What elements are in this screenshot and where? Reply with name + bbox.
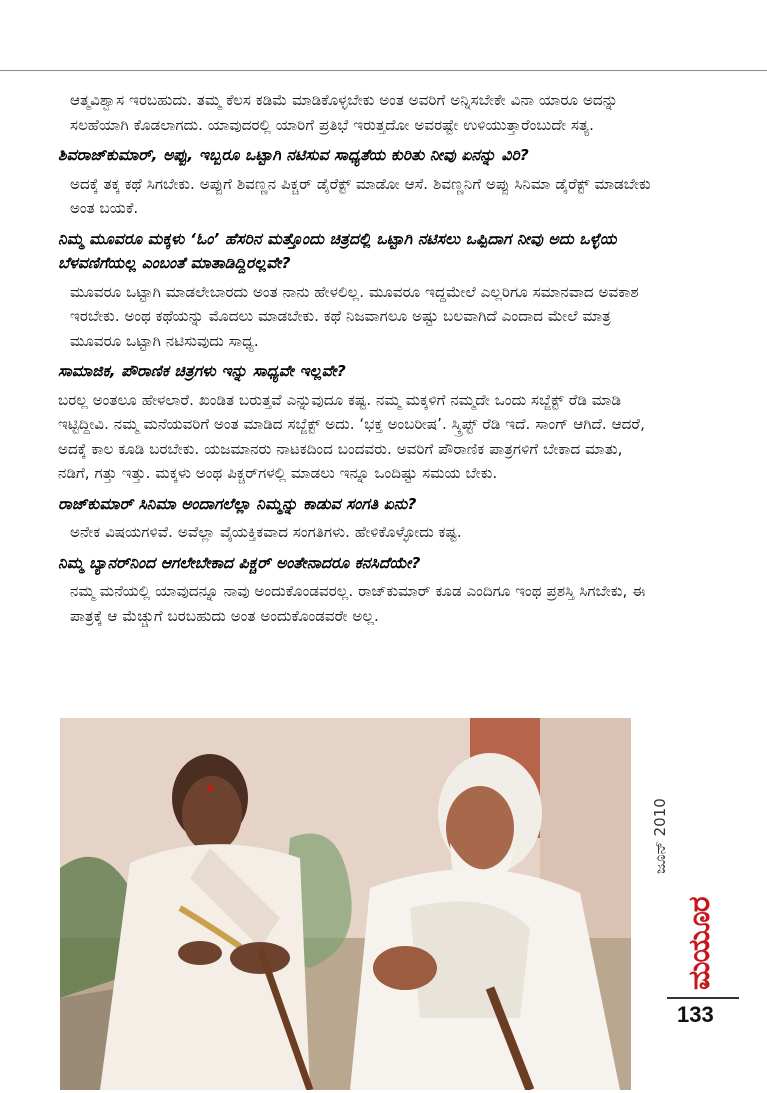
answer-3: ಬರಲ್ಲ ಅಂತಲೂ ಹೇಳಲಾರೆ. ಖಂಡಿತ ಬರುತ್ತವೆ ಎನ್ನುವುದೂ ಕಷ್ಟ. ನಮ್ಮ ಮಕ್ಕಳಿಗೆ ನಮ್ಮದೇ ಒಂದು ಸಬ್ಜೆಕ್ಟ್ ರೆಡಿ ಮಾಡಿ ಇಟ್ಟಿದ್ದೀವಿ. ನಮ್ಮ ಮನೆಯವರಿಗೆ ಅಂತ ಮಾಡಿದ ಸಬ್ಜೆಕ್ಟ್ ಅದು. ‘ಭಕ್ತ ಅಂಬರೀಷ’. ಸ್ಕ್ರಿಪ್ಟ್ ರೆಡಿ ಇದೆ. ಸಾಂಗ್ ಆಗಿದೆ. ಆದರೆ, ಅದಕ್ಕೆ ಕಾಲ ಕೂಡಿ ಬರಬೇಕು. ಯಜಮಾನರು ನಾಟಕದಿಂದ ಬಂದವರು. ಅವರಿಗೆ ಪೌರಾಣಿಕ ಪಾತ್ರಗಳಿಗೆ ಬೇಕಾದ ಮಾತು, ನಡಿಗೆ, ಗತ್ತು ಇತ್ತು. ಮಕ್ಕಳು ಅಂಥ ಪಿಕ್ಚರ್‌ಗಳಲ್ಲಿ ಮಾಡಲು ಇನ್ನೂ ಒಂದಿಷ್ಟು ಸಮಯ ಬೇಕು. [58,390,645,482]
question-5: ನಿಮ್ಮ ಬ್ಯಾನರ್‌ನಿಂದ ಆಗಲೇಬೇಕಾದ ಪಿಕ್ಚರ್ ಅಂತೇನಾದರೂ ಕನಸಿದೆಯೇ? [58,553,421,572]
photo-couple-seated [60,718,631,1090]
header-rule [0,70,767,71]
answer-2: ಮೂವರೂ ಒಟ್ಟಾಗಿ ಮಾಡಲೇಬಾರದು ಅಂತ ನಾನು ಹೇಳಲಿಲ್ಲ. ಮೂವರೂ ಇದ್ದಮೇಲೆ ಎಲ್ಲರಿಗೂ ಸಮಾನವಾದ ಅವಕಾಶ ಇರಬೇಕು. ಅಂಥ ಕಥೆಯನ್ನು ಮೊದಲು ಮಾಡಬೇಕು. ಕಥೆ ನಿಜವಾಗಲೂ ಅಷ್ಟು ಬಲವಾಗಿದೆ ಎಂದಾದ ಮೇಲೆ ಮಾತ್ರ ಮೂವರೂ ಒಟ್ಟಾಗಿ ನಟಿಸುವುದು ಸಾಧ್ಯ. [70,282,639,350]
magazine-masthead: ಮಯೂರ [682,897,717,990]
question-1: ಶಿವರಾಜ್‌ಕುಮಾರ್, ಅಪ್ಪು, ಇಬ್ಬರೂ ಒಟ್ಟಾಗಿ ನಟಿಸುವ ಸಾಧ್ಯತೆಯ ಕುರಿತು ನೀವು ಏನನ್ನು ವಿರಿ? [58,146,529,164]
issue-date: ಜೂನ್ 2010 [651,798,669,874]
article-body [58,88,658,628]
opening-answer: ಆತ್ಮವಿಶ್ವಾಸ ಇರಬಹುದು. ತಮ್ಮ ಕೆಲಸ ಕಡಿಮೆ ಮಾಡಿಕೊಳ್ಳಬೇಕು ಅಂತ ಅವರಿಗೆ ಅನ್ನಿಸಬೇಕೇ ವಿನಾ ಯಾರೂ ಅದನ್ನು ಸಲಹೆಯಾಗಿ ಕೊಡಲಾಗದು. ಯಾವುದರಲ್ಲಿ ಯಾರಿಗೆ ಪ್ರತಿಭೆ ಇರುತ್ತದೋ ಅವರಷ್ಟೇ ಉಳಿಯುತ್ತಾರೆಂಬುದೇ ಸತ್ಯ. [70,91,618,134]
question-4: ರಾಜ್‌ಕುಮಾರ್ ಸಿನಿಮಾ ಅಂದಾಗಲೆಲ್ಲಾ ನಿಮ್ಮನ್ನು ಕಾಡುವ ಸಂಗತಿ ಏನು? [58,494,417,513]
question-3: ಸಾಮಾಜಿಕ, ಪೌರಾಣಿಕ ಚಿತ್ರಗಳು ಇನ್ನು ಸಾಧ್ಯವೇ ಇಲ್ಲವೇ? [58,362,346,380]
answer-1: ಅದಕ್ಕೆ ತಕ್ಕ ಕಥೆ ಸಿಗಬೇಕು. ಅಪ್ಪುಗೆ ಶಿವಣ್ಣನ ಪಿಕ್ಚರ್ ಡೈರೆಕ್ಟ್ ಮಾಡೋ ಆಸೆ. ಶಿವಣ್ಣನಿಗೆ ಅಪ್ಪು ಸಿನಿಮಾ ಡೈರೆಕ್ಟ್ ಮಾಡಬೇಕು ಅಂತ ಬಯಕೆ. [70,174,651,217]
article-photo [60,718,631,1090]
question-2: ನಿಮ್ಮ ಮೂವರೂ ಮಕ್ಕಳು ‘ಓಂ’ ಹೆಸರಿನ ಮತ್ತೊಂದು ಚಿತ್ರದಲ್ಲಿ ಒಟ್ಟಾಗಿ ನಟಿಸಲು ಒಪ್ಪಿದಾಗ ನೀವು ಅದು ಒಳ್ಳೆಯ ಬೆಳವಣಿಗೆಯಲ್ಲ ಎಂಬಂತೆ ಮಾತಾಡಿದ್ದಿರಲ್ಲವೇ? [58,229,617,272]
footer-rule [667,997,739,999]
page-number: 133 [677,1002,714,1027]
answer-5: ನಮ್ಮ ಮನೆಯಲ್ಲಿ ಯಾವುದನ್ನೂ ನಾವು ಅಂದುಕೊಂಡವರಲ್ಲ. ರಾಜ್‌ಕುಮಾರ್ ಕೂಡ ಎಂದಿಗೂ ಇಂಥ ಪ್ರಶಸ್ತಿ ಸಿಗಬೇಕು, ಈ ಪಾತ್ರಕ್ಕೆ ಆ ಮೆಚ್ಚುಗೆ ಬರಬಹುದು ಅಂತ ಅಂದುಕೊಂಡವರೇ ಅಲ್ಲ. [70,582,646,625]
answer-4: ಅನೇಕ ವಿಷಯಗಳಿವೆ. ಅವೆಲ್ಲಾ ವೈಯಕ್ತಿಕವಾದ ಸಂಗತಿಗಳು. ಹೇಳಿಕೊಳ್ಳೋದು ಕಷ್ಟ. [70,523,462,541]
